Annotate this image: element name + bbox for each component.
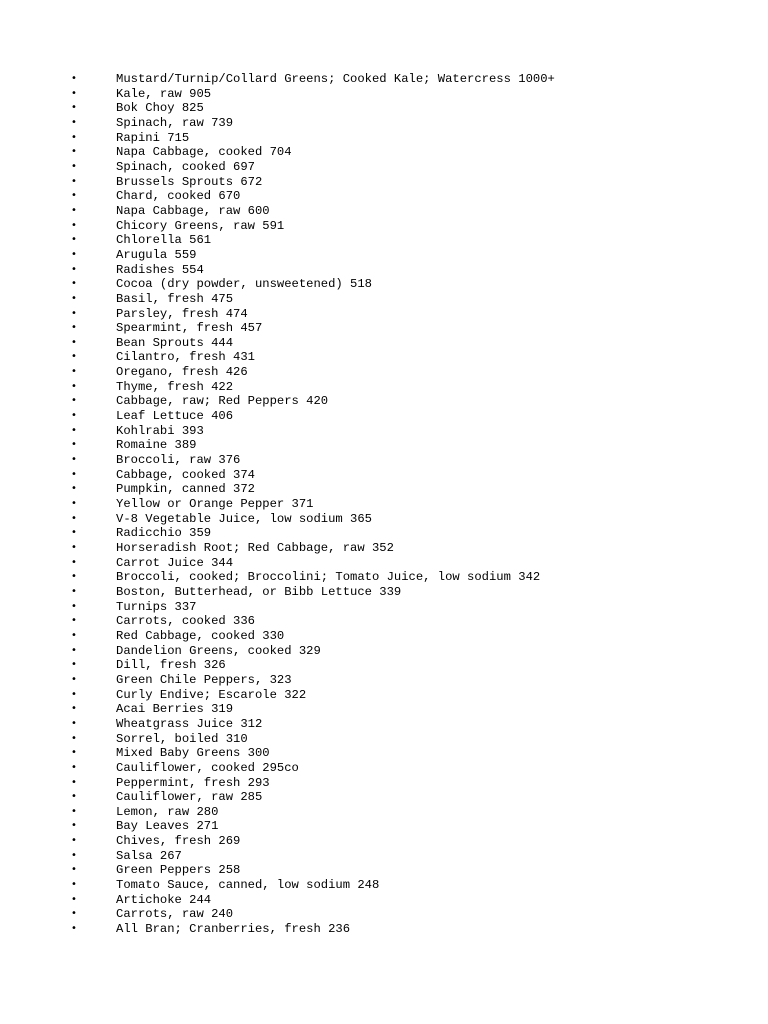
bullet-icon: • <box>71 87 77 99</box>
list-item-text: Sorrel, boiled 310 <box>116 731 248 746</box>
list-item-text: Red Cabbage, cooked 330 <box>116 628 285 643</box>
bullet-icon: • <box>71 835 77 847</box>
bullet-icon: • <box>71 820 77 832</box>
list-item-text: Acai Berries 319 <box>116 702 234 717</box>
bullet-icon: • <box>71 527 77 539</box>
list-item-text: Cilantro, fresh 431 <box>116 350 255 365</box>
list-item-text: Cauliflower, raw 285 <box>116 790 263 805</box>
bullet-icon: • <box>71 131 77 143</box>
bullet-icon: • <box>71 248 77 260</box>
bullet-icon: • <box>71 761 77 773</box>
bullet-icon: • <box>71 864 77 876</box>
list-item-text: Wheatgrass Juice 312 <box>116 716 263 731</box>
list-item-text: Cauliflower, cooked 295co <box>116 760 299 775</box>
list-item-text: V-8 Vegetable Juice, low sodium 365 <box>116 511 372 526</box>
bullet-icon: • <box>71 395 77 407</box>
bullet-icon: • <box>71 146 77 158</box>
list-item-text: Dill, fresh 326 <box>116 658 226 673</box>
list-item-text: Lemon, raw 280 <box>116 804 219 819</box>
list-item-text: Thyme, fresh 422 <box>116 379 234 394</box>
list-item-text: Chard, cooked 670 <box>116 189 241 204</box>
bullet-icon: • <box>71 190 77 202</box>
bullet-icon: • <box>71 410 77 422</box>
bullet-icon: • <box>71 703 77 715</box>
list-item-text: Artichoke 244 <box>116 892 212 907</box>
list-item-text: Bean Sprouts 444 <box>116 335 234 350</box>
bullet-icon: • <box>71 673 77 685</box>
list-item-text: Spinach, cooked 697 <box>116 159 255 174</box>
list-item-text: Oregano, fresh 426 <box>116 365 248 380</box>
bullet-icon: • <box>71 380 77 392</box>
list-item-text: Broccoli, raw 376 <box>116 453 241 468</box>
bullet-icon: • <box>71 439 77 451</box>
list-item-text: Curly Endive; Escarole 322 <box>116 687 307 702</box>
bullet-icon: • <box>71 116 77 128</box>
list-item-text: Carrots, cooked 336 <box>116 614 255 629</box>
bullet-icon: • <box>71 629 77 641</box>
bullet-icon: • <box>71 219 77 231</box>
list-item-text: Carrots, raw 240 <box>116 907 234 922</box>
bullet-icon: • <box>71 717 77 729</box>
list-item-text: Bok Choy 825 <box>116 101 204 116</box>
bullet-icon: • <box>71 73 77 84</box>
list-item-text: Leaf Lettuce 406 <box>116 409 234 424</box>
bullet-icon: • <box>71 556 77 568</box>
bullet-icon: • <box>71 263 77 275</box>
list-item-text: Dandelion Greens, cooked 329 <box>116 643 321 658</box>
list-item-text: Napa Cabbage, cooked 704 <box>116 145 292 160</box>
bullet-icon: • <box>71 454 77 466</box>
bullet-icon: • <box>71 805 77 817</box>
list-item-text: All Bran; Cranberries, fresh 236 <box>116 922 351 937</box>
list-item-text: Rapini 715 <box>116 130 190 145</box>
bullet-icon: • <box>71 879 77 891</box>
bullet-icon: • <box>71 585 77 597</box>
bullet-icon: • <box>71 204 77 216</box>
bullet-icon: • <box>71 498 77 510</box>
list-item-text: Napa Cabbage, raw 600 <box>116 203 270 218</box>
bullet-icon: • <box>71 160 77 172</box>
bullet-icon: • <box>71 102 77 114</box>
list-item-text: Horseradish Root; Red Cabbage, raw 352 <box>116 541 394 555</box>
list-item-text: Broccoli, cooked; Broccolini; Tomato Juice, low sodium 342 <box>116 570 541 585</box>
bullet-icon: • <box>71 292 77 304</box>
list-item-text: Mustard/Turnip/Collard Greens; Cooked Kale; Watercress 1000+ <box>116 72 555 86</box>
list-item-text: Bay Leaves 271 <box>116 819 219 834</box>
list-item-text: Boston, Butterhead, or Bibb Lettuce 339 <box>116 584 402 599</box>
list-item-text: Mixed Baby Greens 300 <box>116 746 270 761</box>
bullet-icon: • <box>71 776 77 788</box>
list-item-text: Spinach, raw 739 <box>116 115 234 130</box>
list-item-text: Radishes 554 <box>116 262 204 277</box>
list-item-text: Carrot Juice 344 <box>116 555 234 570</box>
list-item-text: Peppermint, fresh 293 <box>116 775 270 790</box>
bullet-icon: • <box>71 571 77 583</box>
bullet-icon: • <box>71 175 77 187</box>
list-item-text: Green Peppers 258 <box>116 863 241 878</box>
list-item-text: Green Chile Peppers, 323 <box>116 672 292 687</box>
bullet-icon: • <box>71 307 77 319</box>
list-item-text: Yellow or Orange Pepper 371 <box>116 497 314 512</box>
list-item-text: Cabbage, raw; Red Peppers 420 <box>116 394 329 409</box>
bullet-icon: • <box>71 600 77 612</box>
list-item-text: Romaine 389 <box>116 438 197 453</box>
list-item-text: Basil, fresh 475 <box>116 291 234 306</box>
bullet-icon: • <box>71 322 77 334</box>
list-item-text: Tomato Sauce, canned, low sodium 248 <box>116 878 380 893</box>
list-item-text: Chlorella 561 <box>116 233 212 248</box>
list-item-text: Parsley, fresh 474 <box>116 306 248 321</box>
list-item-text: Salsa 267 <box>116 848 182 863</box>
bullet-icon: • <box>71 791 77 803</box>
bullet-icon: • <box>71 923 77 935</box>
bullet-icon: • <box>71 644 77 656</box>
bullet-icon: • <box>71 908 77 920</box>
list-item-text: Kale, raw 905 <box>116 86 212 101</box>
bullet-icon: • <box>71 512 77 524</box>
list-item-text: Chives, fresh 269 <box>116 834 241 849</box>
bullet-icon: • <box>71 336 77 348</box>
list-item-text: Cocoa (dry powder, unsweetened) 518 <box>116 277 372 292</box>
bullet-icon: • <box>71 278 77 290</box>
bullet-icon: • <box>71 849 77 861</box>
list-item-text: Spearmint, fresh 457 <box>116 321 263 336</box>
list-item-text: Turnips 337 <box>116 599 197 614</box>
list-item-text: Kohlrabi 393 <box>116 423 204 438</box>
bullet-icon: • <box>71 747 77 759</box>
list-item-text: Chicory Greens, raw 591 <box>116 218 285 233</box>
list-item-text: Brussels Sprouts 672 <box>116 174 263 189</box>
bullet-icon: • <box>71 659 77 671</box>
list-item-text: Pumpkin, canned 372 <box>116 482 255 497</box>
bullet-icon: • <box>71 615 77 627</box>
bullet-icon: • <box>71 893 77 905</box>
bullet-icon: • <box>71 688 77 700</box>
list-item-text: Radicchio 359 <box>116 526 212 541</box>
list-item-text: Cabbage, cooked 374 <box>116 467 255 482</box>
list-item-text: Arugula 559 <box>116 247 197 262</box>
bullet-icon: • <box>71 483 77 495</box>
bullet-icon: • <box>71 234 77 246</box>
bullet-icon: • <box>71 366 77 378</box>
bullet-icon: • <box>71 351 77 363</box>
bullet-icon: • <box>71 732 77 744</box>
bullet-icon: • <box>71 468 77 480</box>
bullet-icon: • <box>71 424 77 436</box>
bullet-icon: • <box>71 542 77 553</box>
